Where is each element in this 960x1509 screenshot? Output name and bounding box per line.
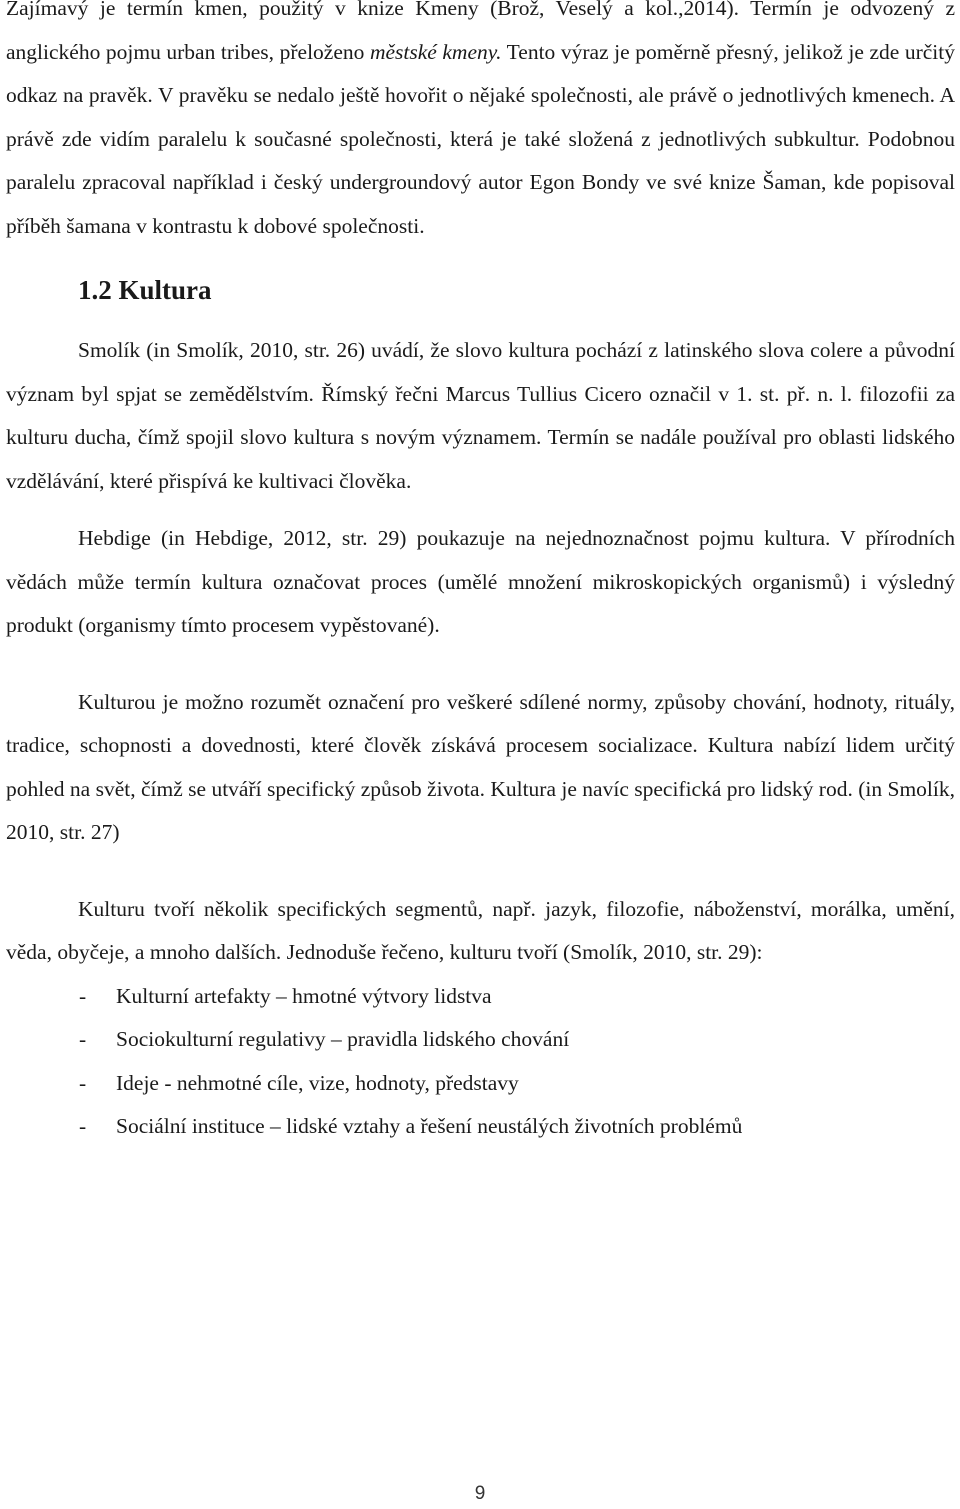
- section-heading-kultura: 1.2 Kultura: [78, 275, 212, 305]
- paragraph-text: Tento výraz je poměrně přesný, jelikož je zde určitý odkaz na pravěk. V pravěku se nedalo ještě hovořit o nějaké společnosti, ale právě o jednotlivých kmenech. A právě zde vidím paralelu k současné společnosti, která je také složená z jednotlivých subkultur. Podobnou paralelu zpracoval například i český undergroundový autor Egon Bondy ve své knize Šaman, kde popisoval příběh šamana v kontrastu k dobové společnosti.: [6, 39, 955, 238]
- list-item-text: Ideje - nehmotné cíle, vize, hodnoty, představy: [116, 1070, 519, 1095]
- list-item-text: Kulturní artefakty – hmotné výtvory lidstva: [116, 983, 492, 1008]
- emphasis-mestske-kmeny: městské kmeny.: [369, 39, 502, 64]
- list-dash: -: [79, 1027, 87, 1051]
- paragraph-kultura-origin: Smolík (in Smolík, 2010, str. 26) uvádí, že slovo kultura pochází z latinského slova colere a původní význam byl spjat se zemědělstvím. Římský řečni Marcus Tullius Cicero označil v 1. st. př. n. l. filozofii za kulturu ducha, čímž spojil slovo kultura s novým významem. Termín se nadále používal pro oblasti lidského vzdělávání, které přispívá ke kultivaci člověka.: [6, 338, 955, 493]
- list-item-text: Sociokulturní regulativy – pravidla lidského chování: [116, 1027, 570, 1051]
- list-item: [6, 1105, 955, 1149]
- document-page: [6, 0, 955, 1149]
- paragraph-hebdige: Hebdige (in Hebdige, 2012, str. 29) poukazuje na nejednoznačnost pojmu kultura. V přírodních vědách může termín kultura označovat proces (umělé množení mikroskopických organismů) i výsledný produkt (organismy tímto procesem vypěstované).: [6, 526, 955, 637]
- list-item: [6, 1018, 955, 1062]
- kultura-components-list: [6, 975, 955, 1149]
- paragraph-text: Zajímavý je termín kmen, použitý v knize Kmeny (Brož, Veselý a kol.,2014). Termín je odvozený z anglického pojmu urban tribes, přeloženo: [6, 0, 955, 64]
- list-dash: -: [79, 1114, 87, 1138]
- list-item: [6, 975, 955, 1019]
- list-item: [6, 1062, 955, 1106]
- list-item-text: Sociální instituce – lidské vztahy a řešení neustálých životních problémů: [116, 1114, 743, 1138]
- paragraph-kultura-definition: Kulturou je možno rozumět označení pro veškeré sdílené normy, způsoby chování, hodnoty, rituály, tradice, schopnosti a dovednosti, které člověk získává procesem socializace. Kultura nabízí lidem určitý pohled na svět, čímž se utváří specifický způsob života. Kultura je navíc specifická pro lidský rod. (in Smolík, 2010, str. 27): [6, 689, 955, 844]
- list-dash: -: [79, 1070, 87, 1095]
- paragraph-urban-tribes: [6, 0, 955, 248]
- list-dash: -: [79, 983, 87, 1008]
- paragraph-kultura-segments: Kulturu tvoří několik specifických segmentů, např. jazyk, filozofie, náboženství, morálka, umění, věda, obyčeje, a mnoho dalších. Jednoduše řečeno, kulturu tvoří (Smolík, 2010, str. 29):: [6, 896, 955, 964]
- page-number: 9: [474, 1483, 486, 1504]
